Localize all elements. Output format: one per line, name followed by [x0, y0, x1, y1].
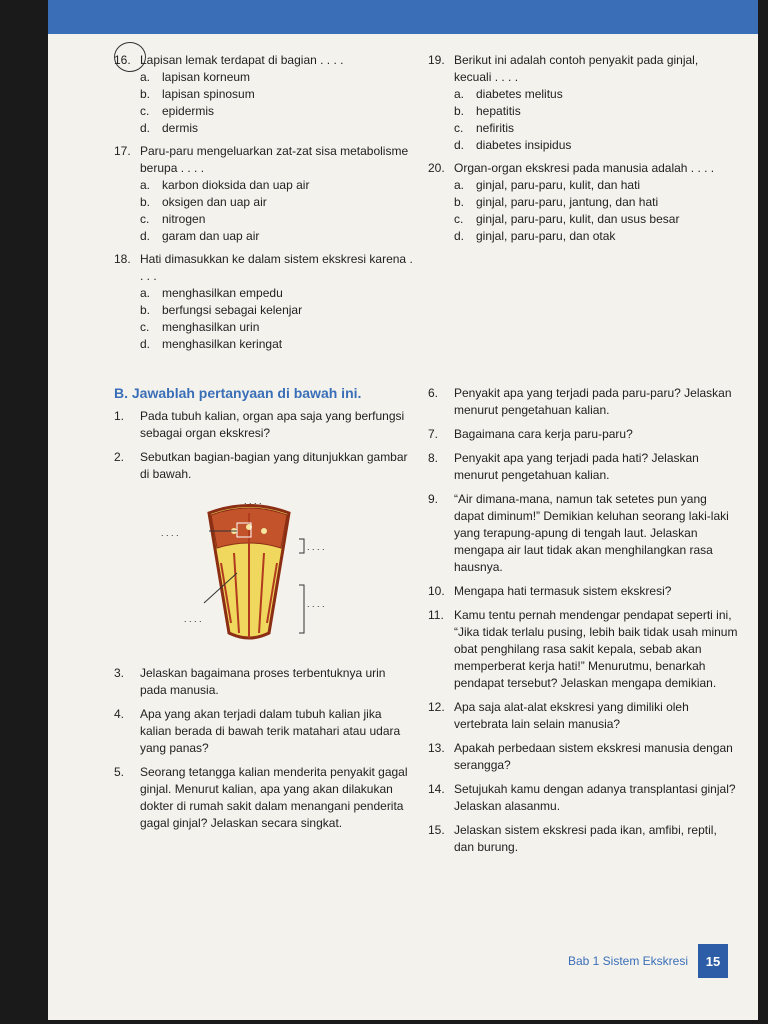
question-text: Jelaskan sistem ekskresi pada ikan, amfibi, reptil, dan burung.: [454, 823, 717, 854]
answer-option: [140, 211, 414, 228]
answer-option: [140, 285, 414, 302]
option-text: ginjal, paru-paru, kulit, dan usus besar: [476, 212, 680, 226]
mc-question: [428, 160, 738, 245]
option-letter: a.: [454, 178, 465, 192]
answer-option: [140, 228, 414, 245]
question-number: 9.: [428, 492, 439, 506]
answer-option: [140, 302, 414, 319]
question-text: Penyakit apa yang terjadi pada hati? Jelaskan menurut pengetahuan kalian.: [454, 451, 699, 482]
question-number: 20.: [428, 161, 445, 175]
essay-right-column: [428, 385, 738, 863]
mc-left-column: [114, 52, 414, 359]
chapter-footer: Bab 1 Sistem Ekskresi: [567, 954, 688, 968]
option-text: menghasilkan urin: [162, 320, 260, 334]
figure-label-right-1: . . . .: [307, 542, 325, 552]
option-text: ginjal, paru-paru, jantung, dan hati: [476, 195, 659, 209]
option-text: epidermis: [162, 104, 215, 118]
answer-option: [140, 336, 414, 353]
answer-option: [140, 69, 414, 86]
question-number: 13.: [428, 741, 445, 755]
option-text: diabetes melitus: [476, 87, 563, 101]
option-letter: c.: [140, 320, 150, 334]
option-letter: d.: [454, 138, 465, 152]
option-text: nitrogen: [162, 212, 206, 226]
question-text: Apakah perbedaan sistem ekskresi manusia dengan serangga?: [454, 741, 733, 772]
answer-option: [454, 137, 738, 154]
answer-option: [454, 86, 738, 103]
option-letter: a.: [454, 87, 465, 101]
answer-option: [454, 211, 738, 228]
essay-question: [428, 740, 738, 774]
option-text: berfungsi sebagai kelenjar: [162, 303, 303, 317]
page-header-band: [48, 0, 758, 34]
figure-label-right-2: . . . .: [307, 599, 325, 609]
question-number: 16.: [114, 53, 131, 67]
question-text: Berikut ini adalah contoh penyakit pada ginjal, kecuali . . . .: [454, 53, 699, 84]
option-letter: b.: [140, 303, 151, 317]
answer-option: [140, 103, 414, 120]
question-text: Apa saja alat-alat ekskresi yang dimiliki oleh vertebrata lain selain manusia?: [454, 700, 689, 731]
answer-option: [454, 194, 738, 211]
option-text: oksigen dan uap air: [162, 195, 267, 209]
question-number: 8.: [428, 451, 439, 465]
option-letter: c.: [140, 212, 150, 226]
option-letter: b.: [454, 195, 465, 209]
essay-question: [114, 449, 414, 483]
answer-option: [454, 228, 738, 245]
question-number: 12.: [428, 700, 445, 714]
question-number: 4.: [114, 707, 125, 721]
answer-option: [140, 120, 414, 137]
question-text: Kamu tentu pernah mendengar pendapat seperti ini, “Jika tidak terlalu pusing, lebih baik tidak usah minum obat penghilang rasa sakit kepala, sebab akan memperberat kerja hati!” Menurutmu, benarkah pendapat tersebut? Jelaskan mengapa demikian.: [454, 608, 738, 690]
mc-question: [114, 251, 414, 353]
question-number: 11.: [428, 608, 444, 622]
question-number: 14.: [428, 782, 445, 796]
option-text: menghasilkan empedu: [162, 286, 283, 300]
textbook-page: [48, 0, 758, 1020]
question-text: Lapisan lemak terdapat di bagian . . . .: [140, 53, 344, 67]
question-number: 18.: [114, 252, 131, 266]
question-text: Apa yang akan terjadi dalam tubuh kalian jika kalian berada di bawah terik matahari atau udara yang panas?: [140, 707, 401, 755]
question-number: 19.: [428, 53, 445, 67]
question-text: Seorang tetangga kalian menderita penyakit gagal ginjal. Menurut kalian, apa yang akan dilakukan dokter di rumah sakit dalam menangani penderita gagal ginjal? Jelaskan secara singkat.: [140, 765, 408, 830]
essay-question: [114, 408, 414, 442]
essay-question: [114, 665, 414, 699]
option-text: menghasilkan keringat: [162, 337, 283, 351]
option-letter: d.: [140, 337, 151, 351]
question-number: 5.: [114, 765, 125, 779]
option-text: garam dan uap air: [162, 229, 260, 243]
option-letter: b.: [140, 195, 151, 209]
option-letter: a.: [140, 286, 151, 300]
mc-question: [114, 52, 414, 137]
figure-label-top: . . . .: [244, 496, 262, 506]
mc-right-column: [428, 52, 738, 251]
option-text: lapisan spinosum: [162, 87, 255, 101]
answer-option: [140, 86, 414, 103]
option-letter: a.: [140, 178, 151, 192]
question-number: 15.: [428, 823, 445, 837]
essay-question: [114, 706, 414, 757]
answer-option: [140, 319, 414, 336]
option-text: ginjal, paru-paru, kulit, dan hati: [476, 178, 641, 192]
question-text: Paru-paru mengeluarkan zat-zat sisa metabolisme berupa . . . .: [140, 144, 409, 175]
question-text: Mengapa hati termasuk sistem ekskresi?: [454, 584, 672, 598]
answer-option: [454, 103, 738, 120]
option-letter: b.: [454, 104, 465, 118]
question-text: Setujukah kamu dengan adanya transplantasi ginjal? Jelaskan alasanmu.: [454, 782, 736, 813]
answer-option: [140, 194, 414, 211]
option-text: lapisan korneum: [162, 70, 251, 84]
option-text: karbon dioksida dan uap air: [162, 178, 310, 192]
option-text: hepatitis: [476, 104, 521, 118]
question-number: 17.: [114, 144, 131, 158]
essay-question: [428, 781, 738, 815]
essay-question: [428, 699, 738, 733]
option-letter: d.: [454, 229, 465, 243]
essay-question: [114, 764, 414, 832]
answer-option: [454, 120, 738, 137]
option-text: diabetes insipidus: [476, 138, 572, 152]
question-number: 3.: [114, 666, 125, 680]
option-text: nefiritis: [476, 121, 515, 135]
mc-question: [114, 143, 414, 245]
section-b-left: [114, 385, 414, 839]
question-text: Pada tubuh kalian, organ apa saja yang berfungsi sebagai organ ekskresi?: [140, 409, 405, 440]
question-text: Jelaskan bagaimana proses terbentuknya urin pada manusia.: [140, 666, 386, 697]
option-letter: b.: [140, 87, 151, 101]
question-number: 7.: [428, 427, 439, 441]
question-text: Hati dimasukkan ke dalam sistem ekskresi karena . . . .: [140, 252, 413, 283]
essay-question: [428, 822, 738, 856]
question-text: Bagaimana cara kerja paru-paru?: [454, 427, 633, 441]
option-letter: c.: [454, 121, 464, 135]
question-text: Penyakit apa yang terjadi pada paru-paru? Jelaskan menurut pengetahuan kalian.: [454, 386, 732, 417]
question-text: Sebutkan bagian-bagian yang ditunjukkan gambar di bawah.: [140, 450, 408, 481]
option-letter: c.: [454, 212, 464, 226]
essay-question: [428, 491, 738, 576]
question-number: 6.: [428, 386, 439, 400]
question-number: 1.: [114, 409, 125, 423]
option-letter: c.: [140, 104, 150, 118]
option-letter: a.: [140, 70, 151, 84]
question-text: Organ-organ ekskresi pada manusia adalah . . . .: [454, 161, 715, 175]
question-text: “Air dimana-mana, namun tak setetes pun yang dapat diminum!” Demikian keluhan seorang laki-laki yang terapung-apung di tengah laut. Jelaskan mengapa air laut tidak akan menghilangkan rasa hausnya.: [454, 492, 729, 574]
figure-label-left: . . . .: [161, 528, 179, 538]
figure-label-bottom: . . . .: [184, 614, 202, 624]
kidney-diagram: [149, 493, 349, 653]
mc-question: [428, 52, 738, 154]
essay-question: [428, 450, 738, 484]
question-number: 10.: [428, 584, 445, 598]
option-text: dermis: [162, 121, 199, 135]
answer-option: [140, 177, 414, 194]
page-number: 15: [698, 944, 728, 978]
essay-question: [428, 426, 738, 443]
option-letter: d.: [140, 121, 151, 135]
question-number: 2.: [114, 450, 125, 464]
option-text: ginjal, paru-paru, dan otak: [476, 229, 616, 243]
essay-question: [428, 607, 738, 692]
section-b-title: B. Jawablah pertanyaan di bawah ini.: [114, 385, 362, 401]
essay-question: [428, 583, 738, 600]
option-letter: d.: [140, 229, 151, 243]
essay-question: [428, 385, 738, 419]
answer-option: [454, 177, 738, 194]
